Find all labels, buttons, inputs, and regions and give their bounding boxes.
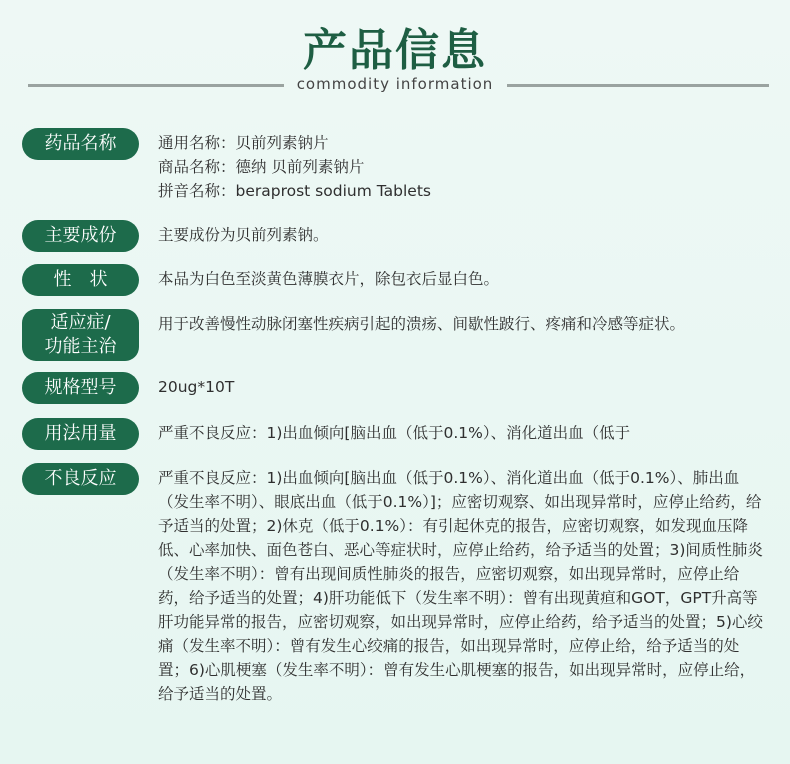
spec-text: 20ug*10T	[158, 378, 235, 396]
adverse-text: 严重不良反应：1)出血倾向[脑出血（低于0.1%）、消化道出血（低于0.1%）、肺出血（发生率不明）、眼底出血（低于0.1%）]；应密切观察、如出现异常时，应停止给药，给予适当的处置；2)休克（低于0.1%）：有引起休克的报告，应密切观察，如发现血压降低、心率加快、面色苍白、恶心等症状时，应停止给药，给予适当的处置；3)间质性肺炎（发生率不明）：曾有出现间质性肺炎的报告，应密切观察，如出现异常时，应停止给药，给予适当的处置；4)肝功能低下（发生率不明）：曾有出现黄疸和GOT，GPT升高等肝功能异常的报告，应密切观察，如出现异常时，应停止给药，给予适当的处置；5)心绞痛（发生率不明）：曾有发生心绞痛的报告，如出现异常时，应停止给，给予适当的处置；6)心肌梗塞（发生率不明）：曾有发生心肌梗塞的报告，如出现异常时，应停止给，给予适当的处置。	[158, 469, 763, 703]
section-header	[0, 0, 790, 110]
label-spec: 规格型号	[22, 372, 139, 404]
appearance-text: 本品为白色至淡黄色薄膜衣片，除包衣后显白色。	[158, 270, 500, 288]
label-adverse: 不良反应	[22, 463, 139, 495]
usage-text: 严重不良反应：1)出血倾向[脑出血（低于0.1%）、消化道出血（低于	[158, 424, 631, 442]
page-subtitle: commodity information	[296, 75, 494, 93]
label-drug-name: 药品名称	[22, 128, 139, 160]
label-appearance: 性 状	[22, 264, 139, 296]
ingredients-text: 主要成份为贝前列素钠。	[158, 226, 329, 244]
indications-text: 用于改善慢性动脉闭塞性疾病引起的溃疡、间歇性跛行、疼痛和冷感等症状。	[158, 315, 686, 333]
label-usage: 用法用量	[22, 418, 139, 450]
generic-name: 通用名称：贝前列素钠片	[158, 134, 329, 152]
divider-right	[507, 84, 769, 87]
pinyin-name: 拼音名称：beraprost sodium Tablets	[158, 182, 431, 200]
label-indications-line1: 适应症/	[50, 312, 111, 333]
label-indications-line2: 功能主治	[44, 336, 117, 357]
drug-name-text	[158, 131, 770, 203]
trade-name: 商品名称：德纳 贝前列素钠片	[158, 158, 365, 176]
label-indications	[22, 309, 139, 361]
page-title: 产品信息	[303, 25, 487, 76]
label-ingredients: 主要成份	[22, 220, 139, 252]
